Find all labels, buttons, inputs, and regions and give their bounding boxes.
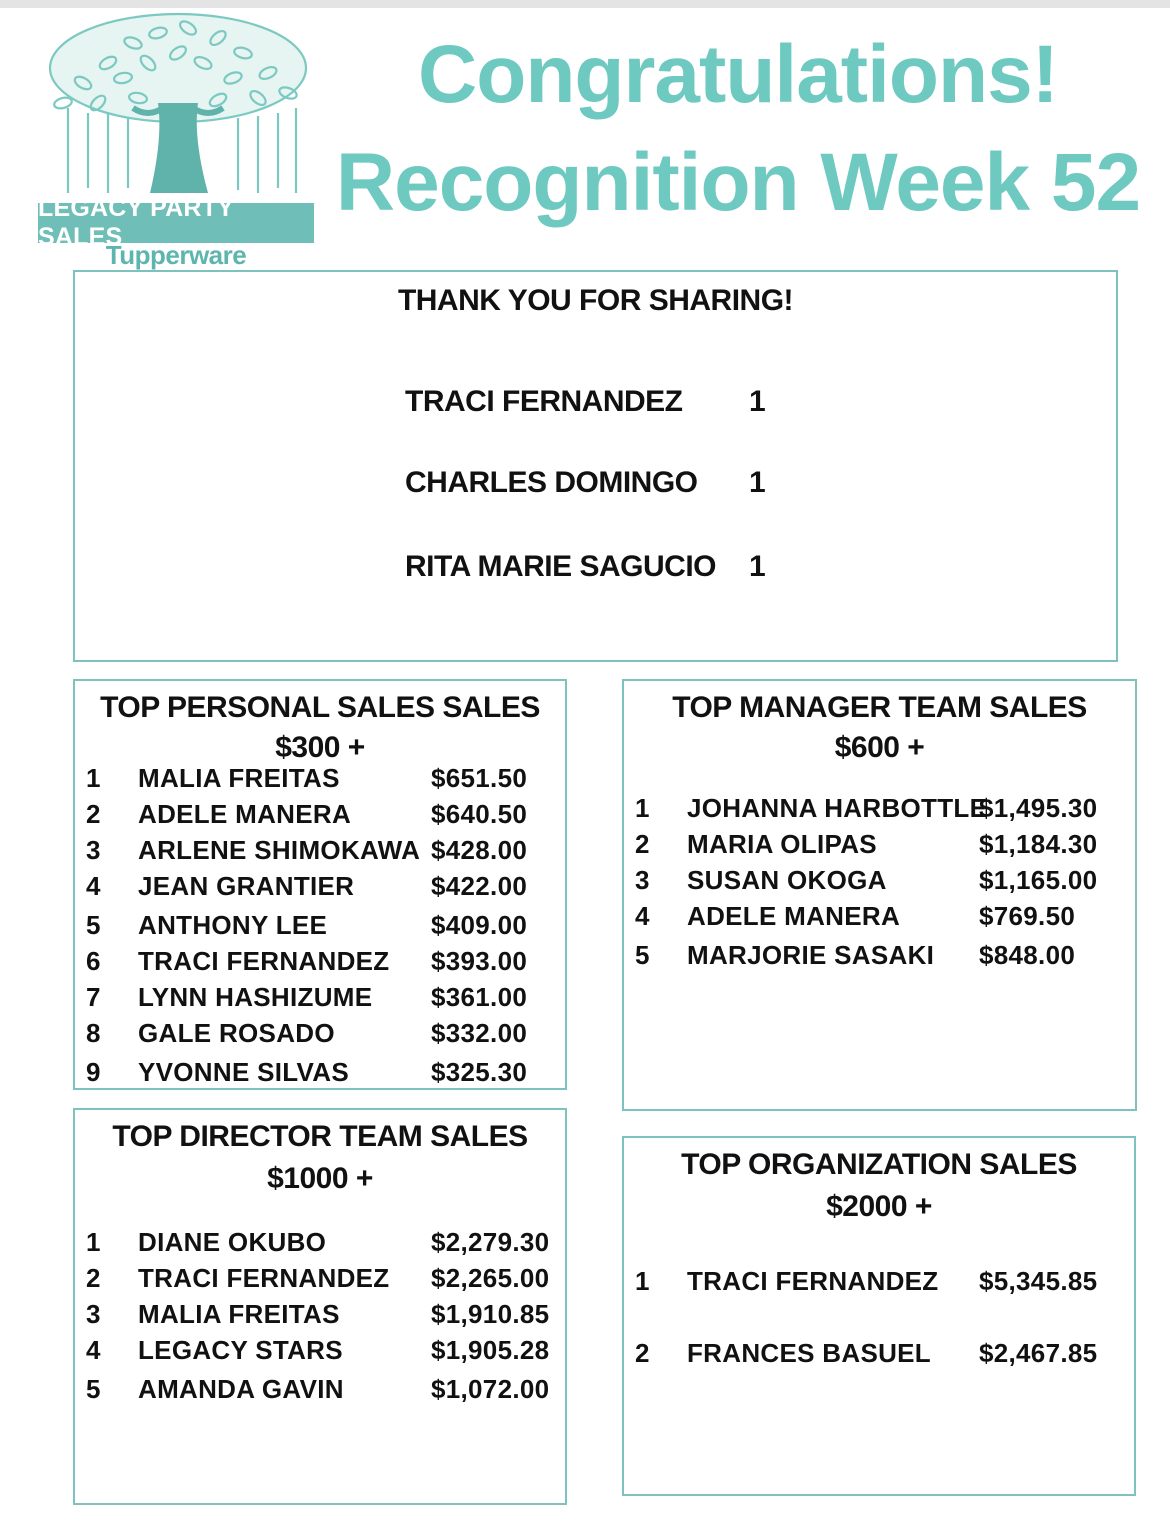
sales-amount: $769.50 <box>979 901 1076 931</box>
seller-name: LEGACY STARS <box>138 1335 343 1365</box>
sharing-count: 1 <box>749 466 766 499</box>
sales-amount: $848.00 <box>979 940 1076 970</box>
sharing-row <box>405 466 766 500</box>
sales-amount: $393.00 <box>431 946 528 976</box>
organization-sales-title: TOP ORGANIZATION SALES <box>681 1148 1077 1181</box>
rank: 1 <box>635 793 650 823</box>
seller-name: AMANDA GAVIN <box>138 1374 344 1404</box>
personal-sales-title: TOP PERSONAL SALES SALES <box>100 691 540 724</box>
sales-amount: $2,467.85 <box>979 1338 1098 1368</box>
headline-recognition-week: Recognition Week 52 <box>335 137 1141 228</box>
rank: 9 <box>86 1057 101 1087</box>
sales-amount: $332.00 <box>431 1018 528 1048</box>
seller-name: JOHANNA HARBOTTLE <box>687 793 988 823</box>
sales-amount: $2,265.00 <box>431 1263 550 1293</box>
seller-name: LYNN HASHIZUME <box>138 982 373 1012</box>
rank: 4 <box>635 901 650 931</box>
rank: 4 <box>86 871 101 901</box>
sales-amount: $1,910.85 <box>431 1299 550 1329</box>
sales-amount: $640.50 <box>431 799 528 829</box>
manager-sales-title: TOP MANAGER TEAM SALES <box>672 691 1087 724</box>
rank: 2 <box>635 1338 650 1368</box>
sales-amount: $1,905.28 <box>431 1335 550 1365</box>
seller-name: JEAN GRANTIER <box>138 871 355 901</box>
sales-amount: $1,165.00 <box>979 865 1098 895</box>
seller-name: MARJORIE SASAKI <box>687 940 935 970</box>
sales-amount: $409.00 <box>431 910 528 940</box>
sales-amount: $1,072.00 <box>431 1374 550 1404</box>
seller-name: ADELE MANERA <box>687 901 901 931</box>
rank: 5 <box>86 910 101 940</box>
top-edge <box>0 0 1170 8</box>
seller-name: ADELE MANERA <box>138 799 352 829</box>
rank: 1 <box>86 763 101 793</box>
rank: 2 <box>86 799 101 829</box>
headline-congratulations: Congratulations! <box>418 29 1058 120</box>
sales-amount: $5,345.85 <box>979 1266 1098 1296</box>
logo-band-text: LEGACY PARTY SALES <box>38 203 314 243</box>
seller-name: YVONNE SILVAS <box>138 1057 349 1087</box>
seller-name: SUSAN OKOGA <box>687 865 887 895</box>
sharing-box <box>73 270 1118 662</box>
sales-amount: $361.00 <box>431 982 528 1012</box>
sales-amount: $651.50 <box>431 763 528 793</box>
sharing-count: 1 <box>749 385 766 418</box>
director-sales-title: TOP DIRECTOR TEAM SALES <box>112 1120 528 1153</box>
sales-amount: $1,495.30 <box>979 793 1098 823</box>
sales-amount: $1,184.30 <box>979 829 1098 859</box>
seller-name: ARLENE SHIMOKAWA <box>138 835 421 865</box>
rank: 8 <box>86 1018 101 1048</box>
rank: 2 <box>635 829 650 859</box>
seller-name: MARIA OLIPAS <box>687 829 877 859</box>
manager-sales-threshold: $600 + <box>834 731 925 764</box>
rank: 1 <box>635 1266 650 1296</box>
sales-amount: $2,279.30 <box>431 1227 550 1257</box>
rank: 4 <box>86 1335 101 1365</box>
seller-name: GALE ROSADO <box>138 1018 335 1048</box>
rank: 3 <box>86 1299 101 1329</box>
organization-sales-threshold: $2000 + <box>826 1190 932 1223</box>
rank: 5 <box>86 1374 101 1404</box>
sharing-name: RITA MARIE SAGUCIO <box>405 550 716 583</box>
banyan-tree-icon <box>38 8 316 208</box>
sales-amount: $325.30 <box>431 1057 528 1087</box>
seller-name: TRACI FERNANDEZ <box>138 1263 390 1293</box>
rank: 7 <box>86 982 101 1012</box>
seller-name: ANTHONY LEE <box>138 910 328 940</box>
seller-name: FRANCES BASUEL <box>687 1338 931 1368</box>
rank: 2 <box>86 1263 101 1293</box>
sales-amount: $428.00 <box>431 835 528 865</box>
rank: 3 <box>86 835 101 865</box>
rank: 6 <box>86 946 101 976</box>
seller-name: MALIA FREITAS <box>138 763 340 793</box>
seller-name: TRACI FERNANDEZ <box>687 1266 939 1296</box>
legacy-party-sales-logo <box>38 8 316 270</box>
sales-amount: $422.00 <box>431 871 528 901</box>
sharing-name: TRACI FERNANDEZ <box>405 385 683 418</box>
organization-sales-box <box>622 1136 1136 1496</box>
director-sales-threshold: $1000 + <box>267 1162 373 1195</box>
seller-name: MALIA FREITAS <box>138 1299 340 1329</box>
sharing-count: 1 <box>749 550 766 583</box>
seller-name: TRACI FERNANDEZ <box>138 946 390 976</box>
sharing-row <box>405 550 766 584</box>
sharing-row <box>405 385 766 419</box>
tupperware-brand-text: Tupperware <box>105 240 247 270</box>
sharing-name: CHARLES DOMINGO <box>405 466 698 499</box>
rank: 3 <box>635 865 650 895</box>
rank: 5 <box>635 940 650 970</box>
rank: 1 <box>86 1227 101 1257</box>
personal-sales-threshold: $300 + <box>275 731 365 764</box>
seller-name: DIANE OKUBO <box>138 1227 327 1257</box>
sharing-title: THANK YOU FOR SHARING! <box>397 284 794 317</box>
